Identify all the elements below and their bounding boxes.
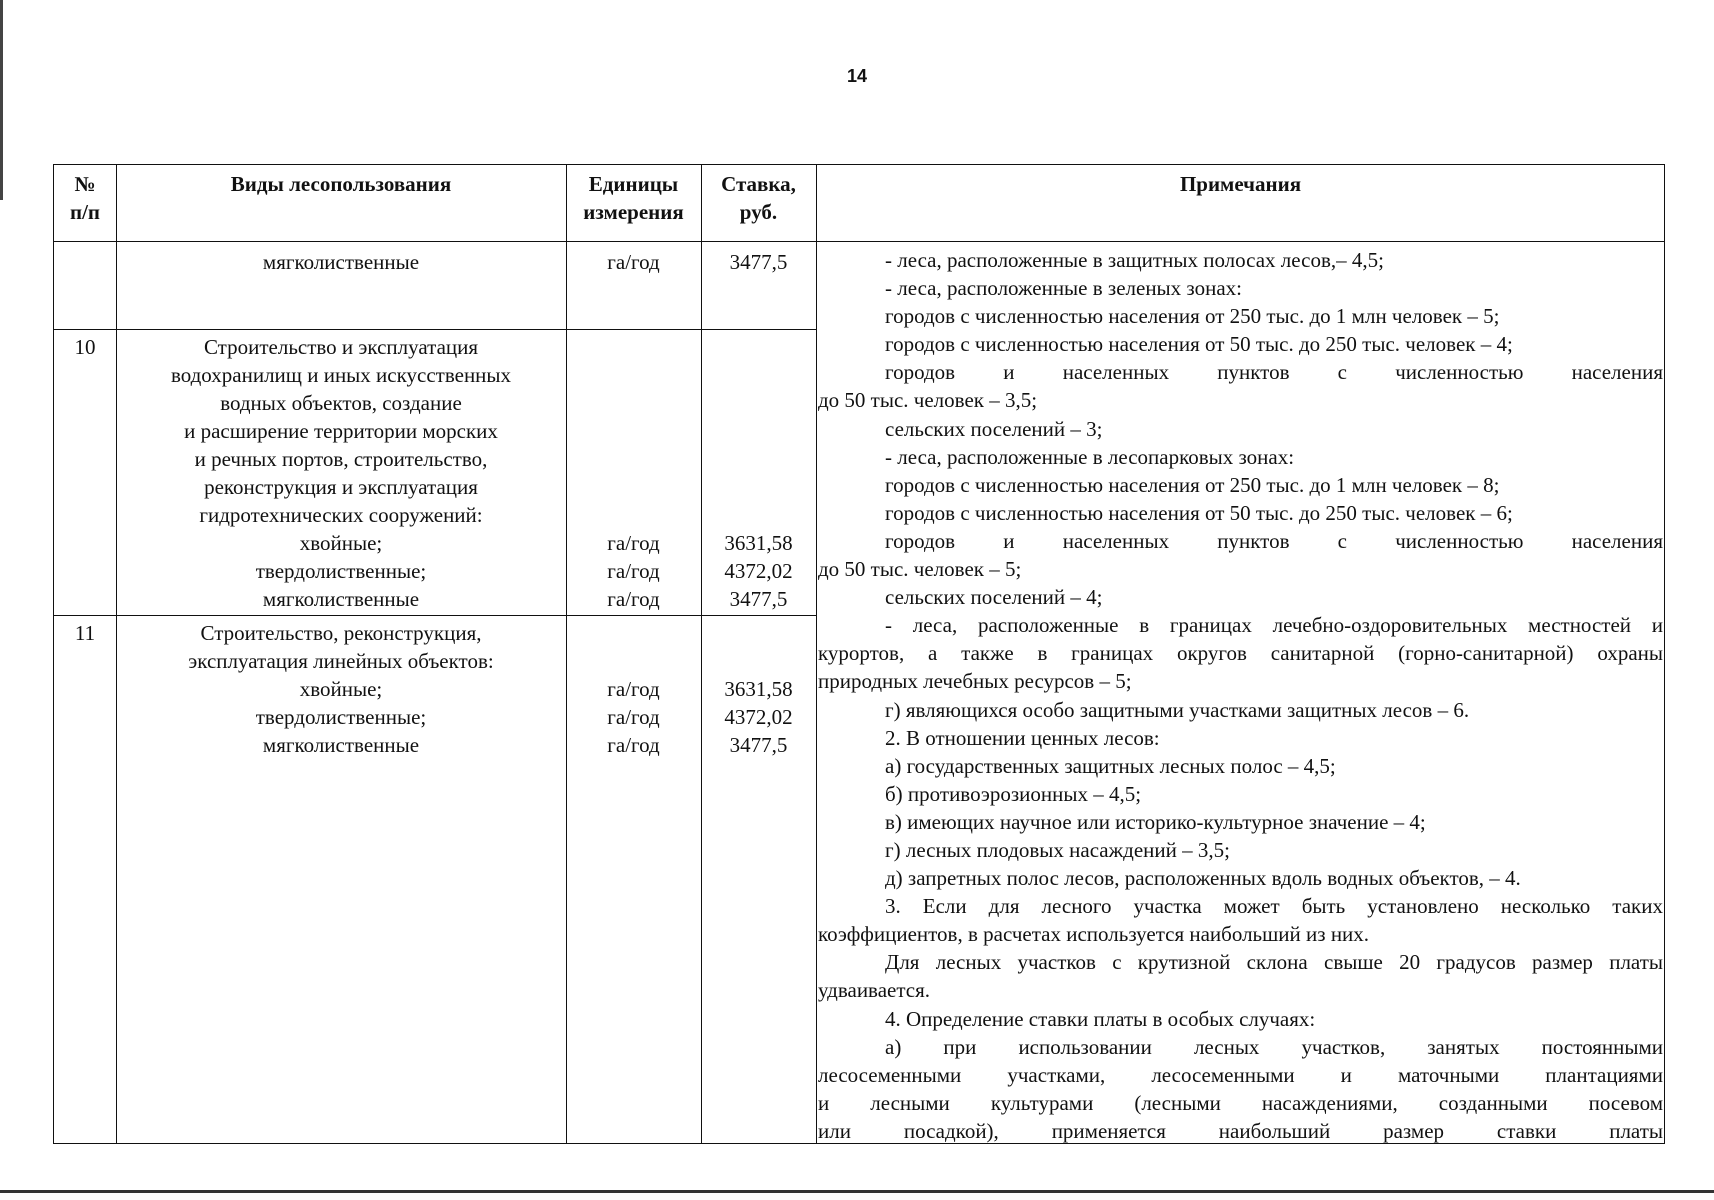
scan-bottom-edge [0,1190,1714,1193]
note-line: - леса, расположенные в защитных полосах лесов,– 4,5; [885,248,1384,272]
note-line: а) государственных защитных лесных полос – 4,5; [885,753,1336,778]
col-divider [701,164,702,1144]
header-num: № п/п [69,172,101,224]
note-line: - леса, расположенные в лесопарковых зонах: [885,444,1295,469]
row-0-type: мягколиственные [262,250,420,274]
row-2-unit: га/год га/год га/год [607,677,660,757]
header-rate: Ставка, руб. [721,172,796,224]
note-line: б) противоэрозионных – 4,5; [885,781,1142,806]
note-line: городов с численностью населения от 250 тыс. до 1 млн человек – 8; [885,472,1500,497]
note-line: городов с численностью населения от 250 тыс. до 1 млн человек – 5; [885,304,1500,329]
col-divider [816,164,817,1144]
note-line: до 50 тыс. человек – 3,5; [818,388,1038,413]
col-divider [116,164,117,1144]
note-line: - леса, расположенные в границах лечебно-оздоровительных местностей и [885,613,1663,638]
row-1-num: 10 [74,335,96,359]
note-line: г) лесных плодовых насаждений – 3,5; [885,837,1230,862]
note-line: городов и населенных пунктов с численностью населения [885,360,1663,385]
header-type: Виды лесопользования [230,172,452,196]
note-line: д) запретных полос лесов, расположенных вдоль водных объектов, – 4. [885,866,1521,891]
note-line: природных лечебных ресурсов – 5; [818,669,1132,694]
note-line: г) являющихся особо защитными участками защитных лесов – 6. [885,697,1470,722]
row-0-rate: 3477,5 [729,250,788,274]
row-divider [53,329,817,330]
row-1-rate: 3631,58 4372,02 3477,5 [724,531,793,611]
note-line: городов и населенных пунктов с численностью населения [885,528,1663,553]
note-line: коэффициентов, в расчетах используется наибольший из них. [818,922,1370,947]
scan-edge-mark [0,0,3,200]
note-line: - леса, расположенные в зеленых зонах: [885,276,1242,301]
notes-text [818,246,1663,1145]
note-line: в) имеющих научное или историко-культурное значение – 4; [885,809,1426,834]
note-line: удваивается. [818,978,931,1003]
note-line: а) при использовании лесных участков, занятых постоянными [885,1034,1663,1059]
note-line: сельских поселений – 3; [885,416,1103,441]
note-line: 4. Определение ставки платы в особых случаях: [885,1006,1316,1031]
note-line: городов с численностью населения от 50 тыс. до 250 тыс. человек – 6; [885,500,1513,525]
row-2-rate: 3631,58 4372,02 3477,5 [724,677,793,757]
header-notes: Примечания [1179,172,1302,196]
header-divider [53,241,1665,242]
note-line: 2. В отношении ценных лесов: [885,725,1160,750]
row-2-type: Строительство, реконструкция, эксплуатация линейных объектов: хвойные; твердолиственные; мягколиственные [188,621,494,757]
page-number: 14 [846,66,868,86]
note-line: 3. Если для лесного участка может быть установлено несколько таких [885,894,1663,919]
row-1-type: Строительство и эксплуатация водохранилищ и иных искусственных водных объектов, создание и расширение территории морских и речных портов, строительство, реконструкция и эксплуатация гидротехнических сооружений: хвойные; твердолиственные; мягколиственные [170,335,512,611]
note-line: сельских поселений – 4; [885,585,1103,610]
note-line: курортов, а также в границах округов санитарной (горно-санитарной) охраны [818,641,1663,666]
col-divider [566,164,567,1144]
row-1-unit: га/год га/год га/год [607,531,660,611]
note-line: или посадкой), применяется наибольший размер ставки платы [818,1118,1663,1143]
header-unit: Единицы измерения [583,172,684,224]
note-line: городов с численностью населения от 50 тыс. до 250 тыс. человек – 4; [885,332,1513,357]
row-2-num: 11 [74,621,96,645]
note-line: лесосеменными участками, лесосеменными и маточными плантациями [818,1062,1663,1087]
row-0-unit: га/год [607,250,660,274]
note-line: и лесными культурами (лесными насаждениями, созданными посевом [818,1090,1663,1115]
row-divider [53,615,817,616]
note-line: до 50 тыс. человек – 5; [818,557,1022,582]
note-line: Для лесных участков с крутизной склона свыше 20 градусов размер платы [885,950,1663,975]
